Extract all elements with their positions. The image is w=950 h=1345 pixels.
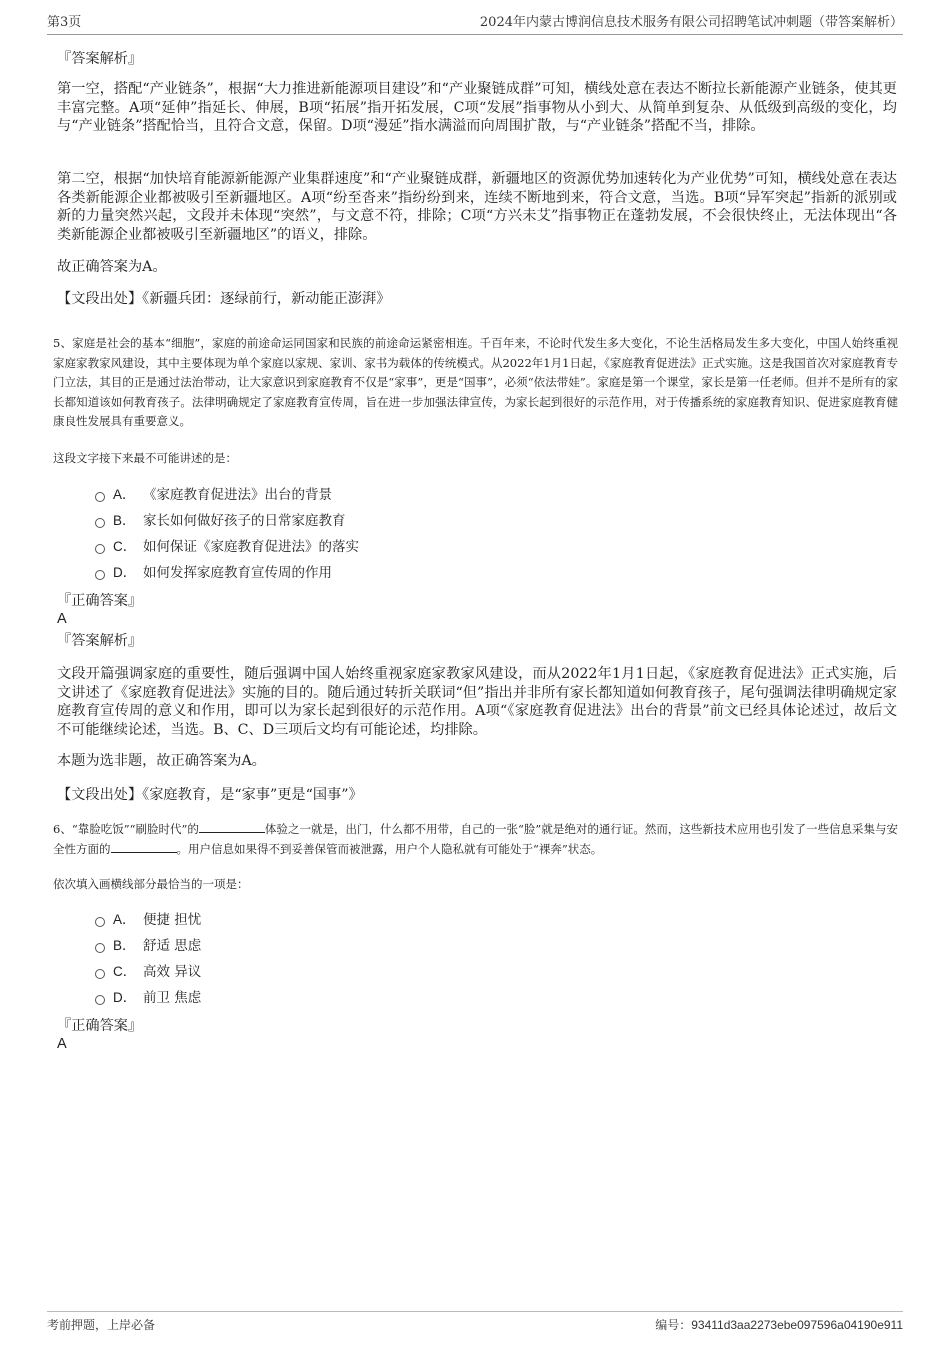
q4-source: 【文段出处】《新疆兵团：逐绿前行，新动能正澎湃》 bbox=[57, 291, 391, 307]
page-footer bbox=[47, 1311, 903, 1334]
q4-analysis-paragraph-1: 第一空，搭配“产业链条”，根据“大力推进新能源项目建设”和“产业聚链成群”可知，横线处意在表达不断拉长新能源产业链条，使其更丰富完整。A项“延伸”指延长、伸展，B项“拓展”指开拓发展，C项“发展”指事物从小到大、从简单到复杂、从低级到高级的变化，均与“产业链条”搭配恰当，且符合文意，保留。D项“漫延”指水满溢而向周围扩散，与“产业链条”搭配不当，排除。 bbox=[57, 81, 897, 134]
q4-analysis-label: 『答案解析』 bbox=[57, 51, 143, 67]
q5-question-block bbox=[53, 449, 893, 469]
radio-icon[interactable] bbox=[95, 544, 105, 554]
q5-source: 【文段出处】《家庭教育，是“家事”更是“国事”》 bbox=[57, 787, 363, 803]
q4-conclusion-block bbox=[57, 258, 897, 277]
document-code: 93411d3aa2273ebe097596a04190e911 bbox=[691, 1318, 903, 1332]
footer-slogan: 考前押题，上岸必备 bbox=[47, 1318, 156, 1332]
footer-code: 编号：93411d3aa2273ebe097596a04190e911 bbox=[655, 1318, 903, 1332]
q6-stem: 6、“靠脸吃饭”“刷脸时代”的 体验之一就是，出门，什么都不用带，自己的一张“脸”就是绝对的通行证。然而，这些新技术应用也引发了一些信息采集与安全性方面的 。用户信息如果得不到妥善保管而被泄露，用户个人隐私就有可能处于“裸奔”状态。 bbox=[53, 822, 898, 856]
radio-icon[interactable] bbox=[95, 917, 105, 927]
q4-analysis-p2-block bbox=[57, 170, 897, 244]
q6-question: 依次填入画横线部分最恰当的一项是： bbox=[53, 877, 249, 891]
q6-answer-label-block bbox=[57, 1017, 897, 1035]
q6-answer: A bbox=[57, 1036, 67, 1052]
q5-conclusion: 本题为选非题，故正确答案为A。 bbox=[57, 753, 266, 769]
radio-icon[interactable] bbox=[95, 995, 105, 1005]
q5-answer-block bbox=[57, 610, 897, 628]
fill-blank-1 bbox=[199, 820, 265, 833]
q5-analysis: 文段开篇强调家庭的重要性，随后强调中国人始终重视家庭家教家风建设，而从2022年1月1日起，《家庭教育促进法》正式实施，后文讲述了《家庭教育促进法》实施的目的。随后通过转折关联词“但”指出并非所有家长都知道如何教育孩子，尾句强调法律明确规定家庭教育宣传周的意义和作用，即可以为家长起到很好的示范作用。A项“《家庭教育促进法》出台的背景”前文已经具体论述过，故后文不可能继续论述，当选。B、C、D三项后文均有可能论述，均排除。 bbox=[57, 666, 898, 738]
q5-analysis-label-block bbox=[57, 632, 897, 650]
q5-option-d[interactable]: D． 如何发挥家庭教育宣传周的作用 bbox=[95, 564, 332, 582]
q6-stem-block bbox=[53, 820, 898, 859]
radio-icon[interactable] bbox=[95, 969, 105, 979]
radio-icon[interactable] bbox=[95, 492, 105, 502]
q5-answer-label-block bbox=[57, 592, 897, 610]
q6-question-block bbox=[53, 875, 893, 895]
page-number: 第3页 bbox=[47, 15, 82, 30]
q5-option-b[interactable]: B． 家长如何做好孩子的日常家庭教育 bbox=[95, 512, 346, 530]
q4-analysis-paragraph-2: 第二空，根据“加快培育能源新能源产业集群速度”和“产业聚链成群，新疆地区的资源优势加速转化为产业优势”可知，横线处意在表达各类新能源企业都被吸引至新疆地区。A项“纷至沓来”指纷纷到来，连续不断地到来，符合文意，当选。B项“异军突起”指新的派别或新的力量突然兴起，文段并未体现“突然”，与文意不符，排除；C项“方兴未艾”指事物正在蓬勃发展，不会很快终止，无法体现出“各类新能源企业都被吸引至新疆地区”的语义，排除。 bbox=[57, 171, 897, 243]
document-title: 2024年内蒙古博润信息技术服务有限公司招聘笔试冲刺题（带答案解析） bbox=[479, 15, 903, 30]
q6-option-b[interactable]: B． 舒适 思虑 bbox=[95, 937, 201, 955]
q6-answer-label: 『正确答案』 bbox=[57, 1018, 143, 1034]
q5-answer-label: 『正确答案』 bbox=[57, 593, 143, 609]
q6-option-a[interactable]: A． 便捷 担忧 bbox=[95, 911, 201, 929]
q5-stem: 5、家庭是社会的基本“细胞”，家庭的前途命运同国家和民族的前途命运紧密相连。千百年来，不论时代发生多大变化，不论生活格局发生多大变化，中国人始终重视家庭家教家风建设，其中主要体现为单个家庭以家规、家训、家书为载体的传统模式。从2022年1月1日起，《家庭教育促进法》正式实施。这是我国首次对家庭教育专门立法，其目的正是通过法治带动，让大家意识到家庭教育不仅是“家事”，更是“国事”，必须“依法带娃”。家庭是第一个课堂，家长是第一任老师。但并不是所有的家长都知道该如何教育孩子。法律明确规定了家庭教育宣传周，旨在进一步加强法律宣传，为家长起到很好的示范作用，对于传播系统的家庭教育知识、促进家庭教育健康良性发展具有重要意义。 bbox=[53, 336, 898, 428]
q4-analysis-p1-block bbox=[57, 80, 897, 136]
q5-question: 这段文字接下来最不可能讲述的是： bbox=[53, 451, 237, 465]
radio-icon[interactable] bbox=[95, 570, 105, 580]
fill-blank-2 bbox=[111, 840, 177, 853]
q5-option-c[interactable]: C． 如何保证《家庭教育促进法》的落实 bbox=[95, 538, 359, 556]
page-header bbox=[47, 14, 903, 35]
q5-answer: A bbox=[57, 611, 67, 627]
q5-source-block bbox=[57, 786, 897, 805]
q5-stem-block bbox=[53, 334, 898, 432]
q4-analysis-label-block bbox=[57, 50, 897, 68]
q4-conclusion: 故正确答案为A。 bbox=[57, 259, 167, 275]
q6-option-d[interactable]: D． 前卫 焦虑 bbox=[95, 989, 201, 1007]
q5-analysis-label: 『答案解析』 bbox=[57, 633, 143, 649]
q5-conclusion-block bbox=[57, 752, 897, 771]
q6-option-c[interactable]: C． 高效 异议 bbox=[95, 963, 201, 981]
q5-option-a[interactable]: A． 《家庭教育促进法》出台的背景 bbox=[95, 486, 332, 504]
q6-answer-block bbox=[57, 1035, 897, 1053]
q4-source-block bbox=[57, 290, 897, 309]
radio-icon[interactable] bbox=[95, 518, 105, 528]
q5-analysis-block bbox=[57, 665, 897, 739]
radio-icon[interactable] bbox=[95, 943, 105, 953]
